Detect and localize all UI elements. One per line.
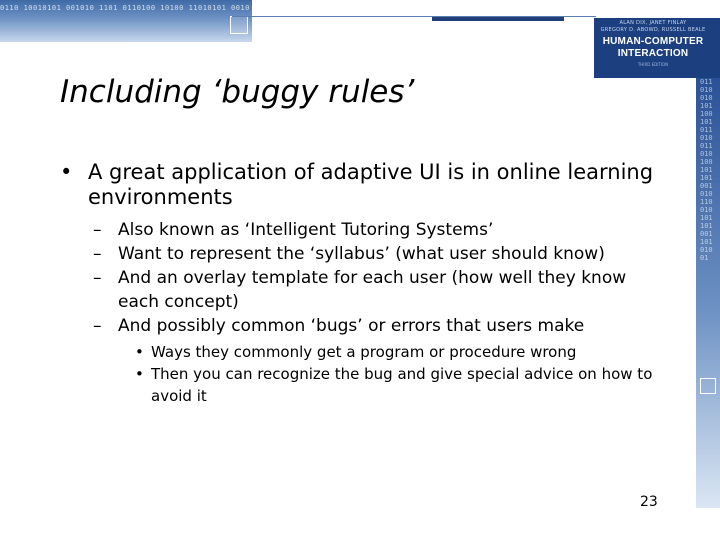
dash-marker: – (93, 316, 102, 336)
bullet-marker: • (135, 365, 144, 383)
sub-bullet (93, 218, 660, 242)
sub-sub-bullet-list (60, 341, 660, 407)
dash-marker: – (93, 220, 102, 240)
book-title-line2: INTERACTION (617, 48, 689, 59)
sub-bullet (93, 266, 660, 314)
side-binary-text: 01101001010110010101101001101010010110100101011001010110100110101001 (700, 78, 713, 262)
book-title-line1: HUMAN-COMPUTER (602, 36, 704, 47)
sub-bullet-text: Also known as ‘Intelligent Tutoring Systems’ (118, 220, 494, 240)
dash-marker: – (93, 244, 102, 264)
sub-sub-bullet (133, 363, 660, 407)
sub-sub-bullet-text: Ways they commonly get a program or procedure wrong (151, 343, 577, 361)
banner-binary-text: 0110 10010101 001010 1101 0110100 10100 11010101 0010 11011 010 0110 10010101 001010 1101 0110100 (0, 4, 458, 12)
sub-bullet-text: Want to represent the ‘syllabus’ (what user should know) (118, 244, 605, 264)
book-edition: THIRD EDITION (637, 62, 669, 67)
bullet-marker: • (60, 160, 73, 184)
sub-bullet-text: And an overlay template for each user (how well they know each concept) (118, 268, 627, 312)
side-square-icon (700, 378, 716, 394)
book-cover (594, 18, 720, 78)
bullet-list (60, 160, 660, 407)
slide-title: Including ‘buggy rules’ (60, 74, 415, 110)
sub-bullet (93, 242, 660, 266)
page-number: 23 (640, 494, 658, 510)
sub-sub-bullet-text: Then you can recognize the bug and give special advice on how to avoid it (151, 365, 653, 405)
sub-bullet (93, 314, 660, 338)
dash-marker: – (93, 268, 102, 288)
bullet-marker: • (135, 343, 144, 361)
side-strip (696, 78, 720, 508)
book-authors-line1: ALAN DIX, JANET FINLAY (619, 20, 687, 26)
book-authors-line2: GREGORY D. ABOWD, RUSSELL BEALE (600, 27, 706, 33)
top-banner (0, 0, 458, 42)
sub-bullet-text: And possibly common ‘bugs’ or errors that users make (118, 316, 585, 336)
bullet-main (60, 160, 660, 210)
bullet-main-text: A great application of adaptive UI is in online learning environments (88, 160, 654, 209)
banner-square-icon (230, 16, 248, 34)
sub-sub-bullet (133, 341, 660, 363)
top-rule-accent (432, 17, 564, 21)
